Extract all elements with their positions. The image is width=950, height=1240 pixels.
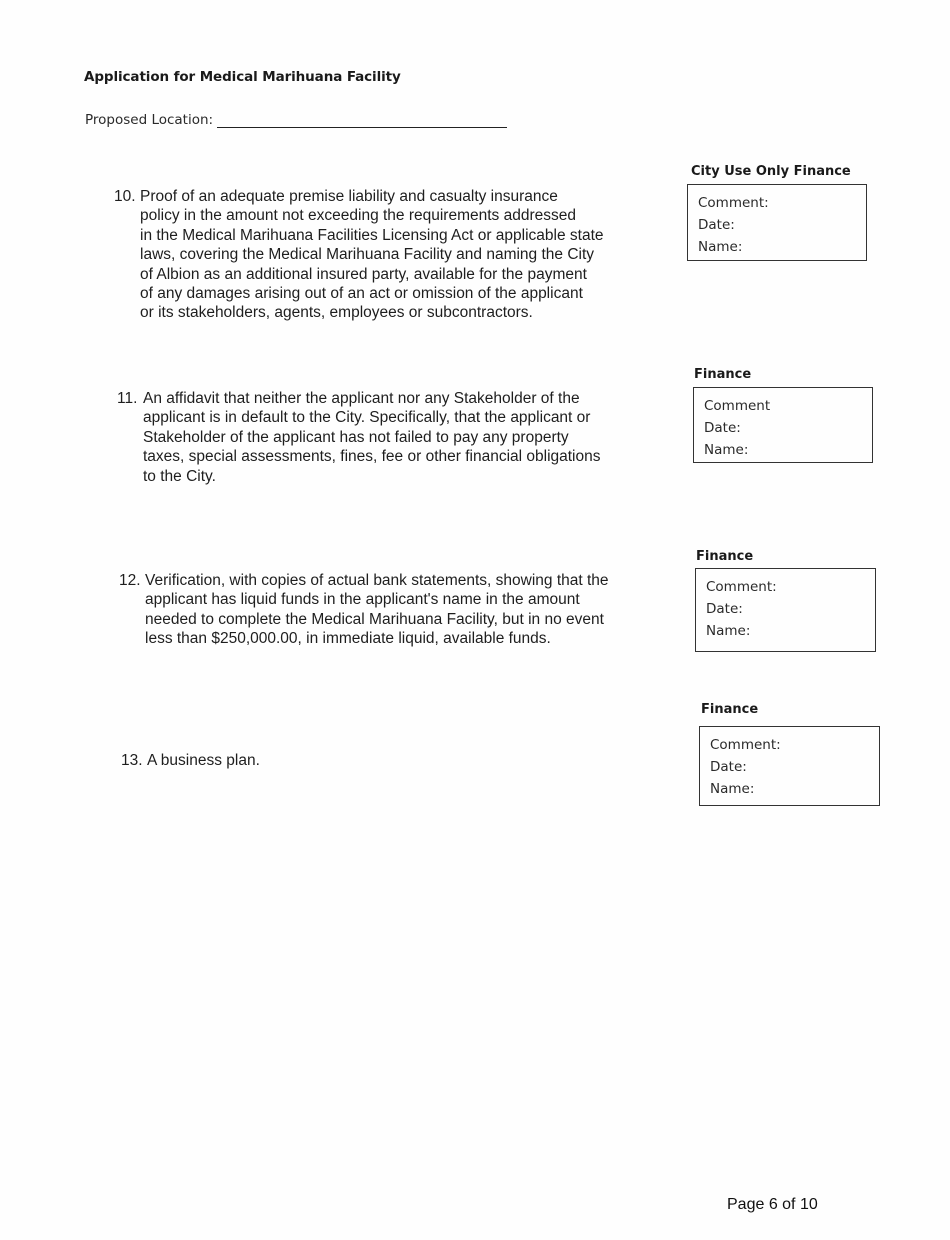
item-line: less than $250,000.00, in immediate liquid, available funds. <box>145 630 551 648</box>
proposed-location-row <box>85 112 507 128</box>
review-title: Finance <box>696 549 754 564</box>
item-line: of any damages arising out of an act or omission of the applicant <box>140 285 583 303</box>
proposed-location-field[interactable] <box>217 115 507 128</box>
requirement-item-10 <box>114 187 604 323</box>
name-field[interactable]: Name: <box>706 623 751 639</box>
review-title: Finance <box>694 367 752 382</box>
item-line: A business plan. <box>147 752 260 769</box>
item-number: 12. <box>119 572 141 589</box>
item-line: laws, covering the Medical Marihuana Facility and naming the City <box>140 246 595 264</box>
item-line: taxes, special assessments, fines, fee or other financial obligations <box>143 448 601 466</box>
item-text <box>140 187 604 323</box>
item-line: of Albion as an additional insured party, available for the payment <box>140 265 587 283</box>
comment-field[interactable]: Comment <box>704 398 771 414</box>
item-line: to the City. <box>143 467 216 485</box>
item-line: Verification, with copies of actual bank statements, showing that the <box>145 572 609 589</box>
item-line: policy in the amount not exceeding the requirements addressed <box>140 207 576 225</box>
name-field[interactable]: Name: <box>704 442 749 458</box>
item-number: 10. <box>114 188 136 205</box>
item-number: 11. <box>117 390 138 407</box>
review-box <box>687 184 867 261</box>
page-number: Page 6 of 10 <box>727 1196 818 1213</box>
requirement-item-12 <box>119 571 609 649</box>
date-field[interactable]: Date: <box>698 217 735 233</box>
item-line: Proof of an adequate premise liability and casualty insurance <box>140 188 558 205</box>
comment-field[interactable]: Comment: <box>710 737 781 753</box>
proposed-location-label: Proposed Location: <box>85 112 214 128</box>
name-field[interactable]: Name: <box>698 239 743 255</box>
review-title: City Use Only Finance <box>691 164 851 179</box>
item-line: applicant is in default to the City. Specifically, that the applicant or <box>143 409 591 427</box>
name-field[interactable]: Name: <box>710 781 755 797</box>
item-line: Stakeholder of the applicant has not failed to pay any property <box>143 428 569 446</box>
item-line: in the Medical Marihuana Facilities Licensing Act or applicable state <box>140 226 604 244</box>
review-title: Finance <box>701 702 759 717</box>
item-line: applicant has liquid funds in the applicant's name in the amount <box>145 591 580 609</box>
date-field[interactable]: Date: <box>704 420 741 436</box>
requirement-item-11 <box>117 389 601 486</box>
review-box <box>699 726 880 806</box>
review-box <box>695 568 876 652</box>
item-line: needed to complete the Medical Marihuana Facility, but in no event <box>145 610 604 628</box>
page-title: Application for Medical Marihuana Facility <box>84 69 401 85</box>
comment-field[interactable]: Comment: <box>706 579 777 595</box>
review-box <box>693 387 873 463</box>
item-line: An affidavit that neither the applicant nor any Stakeholder of the <box>143 390 580 407</box>
requirement-item-13 <box>121 751 260 770</box>
date-field[interactable]: Date: <box>710 759 747 775</box>
date-field[interactable]: Date: <box>706 601 743 617</box>
item-line: or its stakeholders, agents, employees or subcontractors. <box>140 304 533 322</box>
item-text <box>147 751 260 770</box>
item-text <box>145 571 609 649</box>
item-text <box>143 389 601 486</box>
comment-field[interactable]: Comment: <box>698 195 769 211</box>
item-number: 13. <box>121 752 143 769</box>
